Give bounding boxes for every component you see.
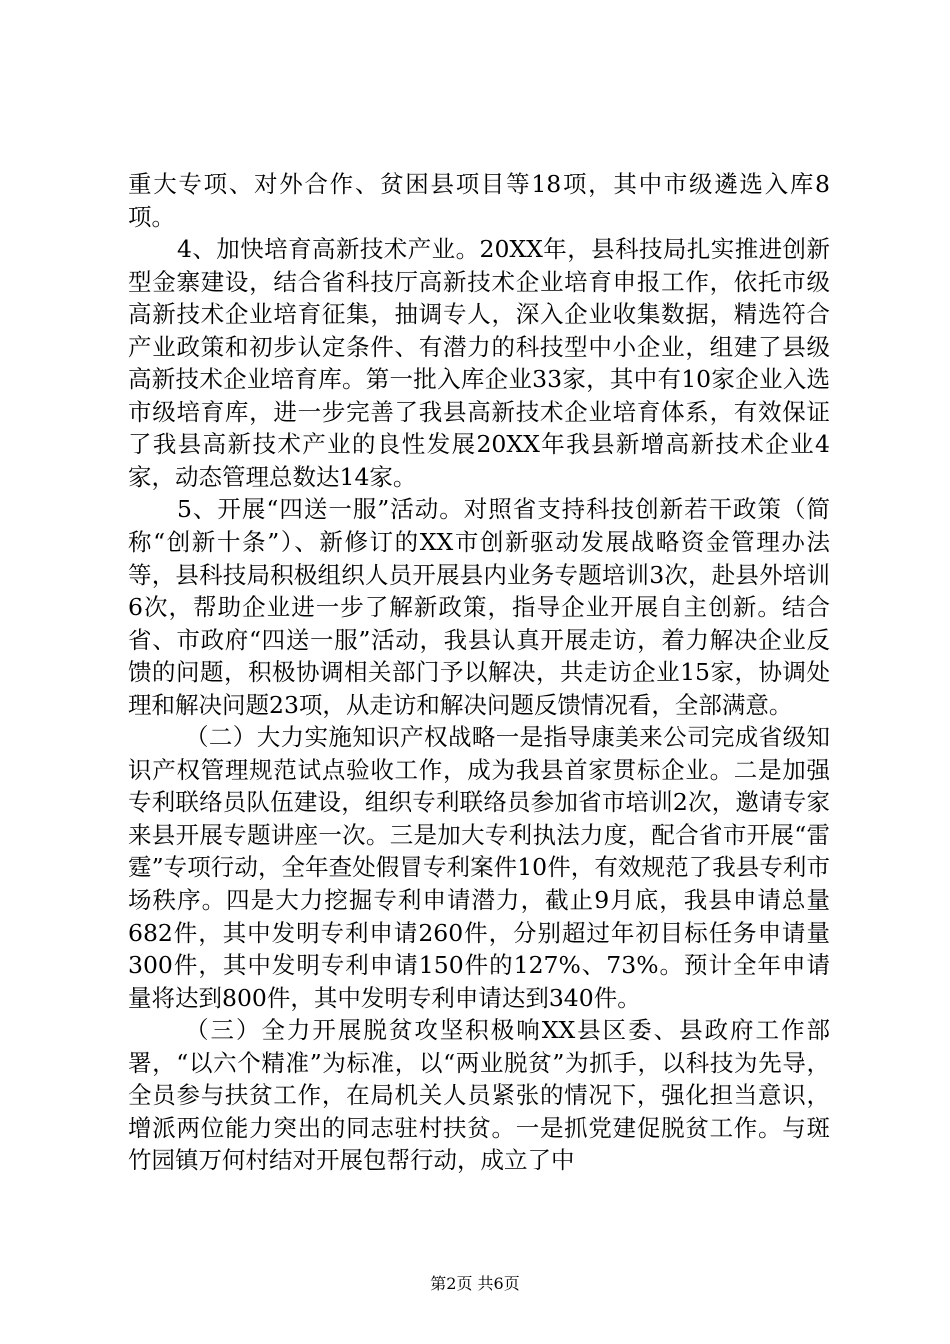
paragraph-item-4: 4、加快培育高新技术产业。20XX年，县科技局扎实推进创新型金寨建设，结合省科技厅高新技术企业培育申报工作，依托市级高新技术企业培育征集，抽调专人，深入企业收集数据，精选符合产业政策和初步认定条件、有潜力的科技型中小企业，组建了县级高新技术企业培育库。第一批入库企业33家，其中有10家企业入选市级培育库，进一步完善了我县高新技术企业培育体系，有效保证了我县高新技术产业的良性发展20XX年我县新增高新技术企业4家，动态管理总数达14家。	[128, 235, 830, 491]
paragraph-section-2: （二）大力实施知识产权战略一是指导康美来公司完成省级知识产权管理规范试点验收工作，成为我县首家贯标企业。二是加强专利联络员队伍建设，组织专利联络员参加省市培训2次，邀请专家来县开展专题讲座一次。三是加大专利执法力度，配合省市开展“雷霆”专项行动，全年查处假冒专利案件10件，有效规范了我县专利市场秩序。四是大力挖掘专利申请潜力，截止9月底，我县申请总量682件，其中发明专利申请260件，分别超过年初目标任务申请量300件，其中发明专利申请150件的127%、73%。预计全年申请量将达到800件，其中发明专利申请达到340件。	[128, 723, 830, 1012]
paragraph-section-3: （三）全力开展脱贫攻坚积极响XX县区委、县政府工作部署，“以六个精准”为标准，以“两业脱贫”为抓手，以科技为先导，全员参与扶贫工作，在局机关人员紧张的情况下，强化担当意识，增派两位能力突出的同志驻村扶贫。一是抓党建促脱贫工作。与斑竹园镇万何村结对开展包帮行动，成立了中	[128, 1016, 830, 1175]
document-body	[128, 168, 830, 1177]
paragraph-item-5: 5、开展“四送一服”活动。对照省支持科技创新若干政策（简称“创新十条”）、新修订的XX市创新驱动发展战略资金管理办法等，县科技局积极组织人员开展县内业务专题培训3次，赴县外培训6次，帮助企业进一步了解新政策，指导企业开展自主创新。结合省、市政府“四送一服”活动，我县认真开展走访，着力解决企业反馈的问题，积极协调相关部门予以解决，共走访企业15家，协调处理和解决问题23项，从走访和解决问题反馈情况看，全部满意。	[128, 495, 830, 719]
page-footer: 第2页 共6页	[430, 1274, 520, 1293]
paragraph-continuation: 重大专项、对外合作、贫困县项目等18项，其中市级遴选入库8项。	[128, 170, 830, 231]
